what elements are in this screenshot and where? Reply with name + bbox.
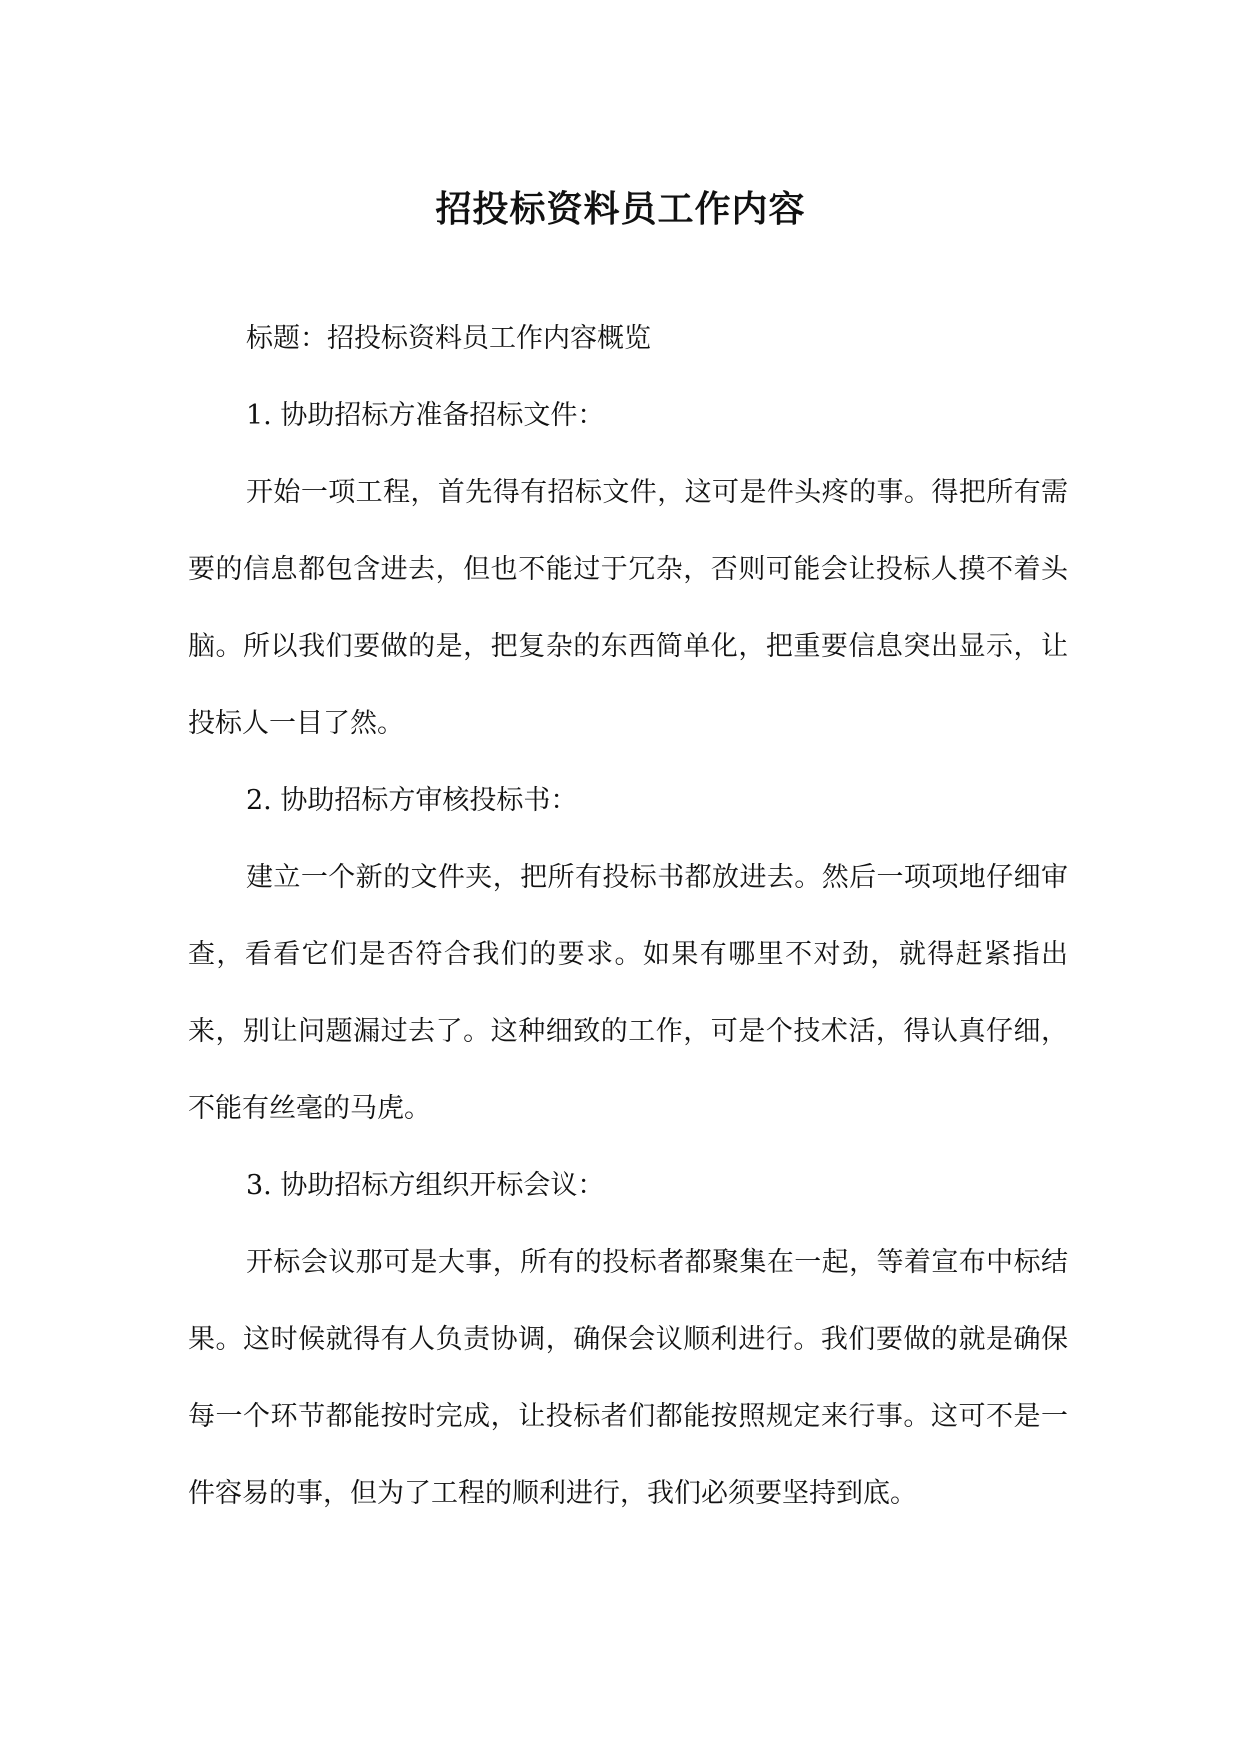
section-heading-1: 1. 协助招标方准备招标文件： — [246, 400, 605, 431]
body-paragraph-1: 开始一项工程，首先得有招标文件，这可是件头疼的事。得把所有需要的信息都包含进去，但也不能过于冗杂，否则可能会让投标人摸不着头脑。所以我们要做的是，把复杂的东西简单化，把重要信息突出显示，让投标人一目了然。 — [188, 477, 1068, 739]
body-paragraph-3: 开标会议那可是大事，所有的投标者都聚集在一起，等着宣布中标结果。这时候就得有人负责协调，确保会议顺利进行。我们要做的就是确保每一个环节都能按时完成，让投标者们都能按照规定来行事。这可不是一件容易的事，但为了工程的顺利进行，我们必须要坚持到底。 — [188, 1247, 1068, 1509]
document-body — [188, 300, 1068, 1532]
section-heading-2: 2. 协助招标方审核投标书： — [246, 785, 578, 816]
subtitle-paragraph: 标题：招投标资料员工作内容概览 — [246, 323, 651, 354]
body-paragraph-2: 建立一个新的文件夹，把所有投标书都放进去。然后一项项地仔细审查，看看它们是否符合我们的要求。如果有哪里不对劲，就得赶紧指出来，别让问题漏过去了。这种细致的工作，可是个技术活，得认真仔细，不能有丝毫的马虎。 — [188, 862, 1068, 1124]
section-heading-3: 3. 协助招标方组织开标会议： — [246, 1170, 605, 1201]
document-title: 招投标资料员工作内容 — [435, 188, 806, 230]
